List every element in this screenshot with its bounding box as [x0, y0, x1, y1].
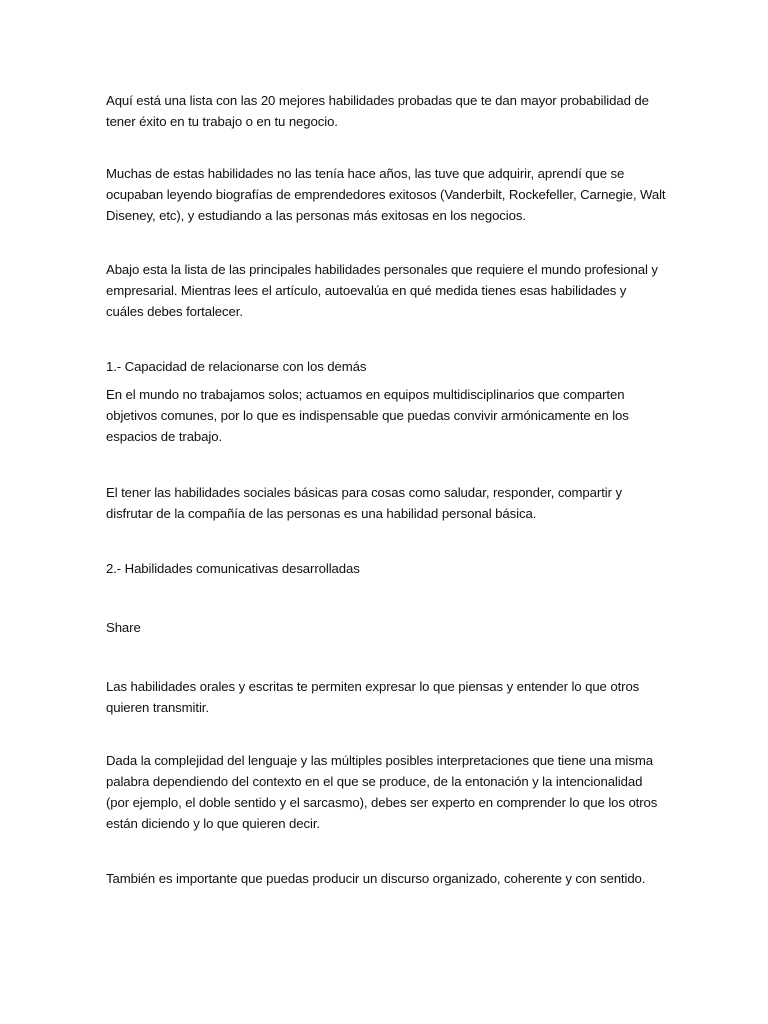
- section-2-paragraph-2: Dada la complejidad del lenguaje y las múltiples posibles interpretaciones que tiene una misma palabra dependiendo del contexto en el que se produce, de la entonación y la intencionalidad (por ejemplo, el doble sentido y el sarcasmo), debes ser experto en comprender lo que los otros están diciendo y lo que quieren decir.: [106, 753, 658, 831]
- section-2-paragraph-3: También es importante que puedas producir un discurso organizado, coherente y con sentido.: [106, 871, 646, 886]
- list-intro-paragraph: Abajo esta la lista de las principales habilidades personales que requiere el mundo profesional y empresarial. Mientras lees el artículo, autoevalúa en qué medida tienes esas habilidades y cuáles debes fortalecer.: [106, 262, 658, 319]
- background-paragraph: Muchas de estas habilidades no las tenía hace años, las tuve que adquirir, aprendí que se ocupaban leyendo biografías de emprendedores exitosos (Vanderbilt, Rockefeller, Carnegie, Walt Diseney, etc), y estudiando a las personas más exitosas en los negocios.: [106, 166, 666, 223]
- section-2-heading: 2.- Habilidades comunicativas desarrolladas: [106, 561, 360, 576]
- section-1-paragraph-1: En el mundo no trabajamos solos; actuamos en equipos multidisciplinarios que comparten objetivos comunes, por lo que es indispensable que puedas convivir armónicamente en los espacios de trabajo.: [106, 387, 629, 444]
- intro-paragraph: Aquí está una lista con las 20 mejores habilidades probadas que te dan mayor probabilidad de tener éxito en tu trabajo o en tu negocio.: [106, 93, 649, 129]
- section-1-paragraph-2: El tener las habilidades sociales básicas para cosas como saludar, responder, compartir y disfrutar de la compañía de las personas es una habilidad personal básica.: [106, 485, 622, 521]
- section-1-heading: 1.- Capacidad de relacionarse con los demás: [106, 359, 367, 374]
- section-2-paragraph-1: Las habilidades orales y escritas te permiten expresar lo que piensas y entender lo que otros quieren transmitir.: [106, 679, 640, 715]
- share-label: Share: [106, 620, 141, 635]
